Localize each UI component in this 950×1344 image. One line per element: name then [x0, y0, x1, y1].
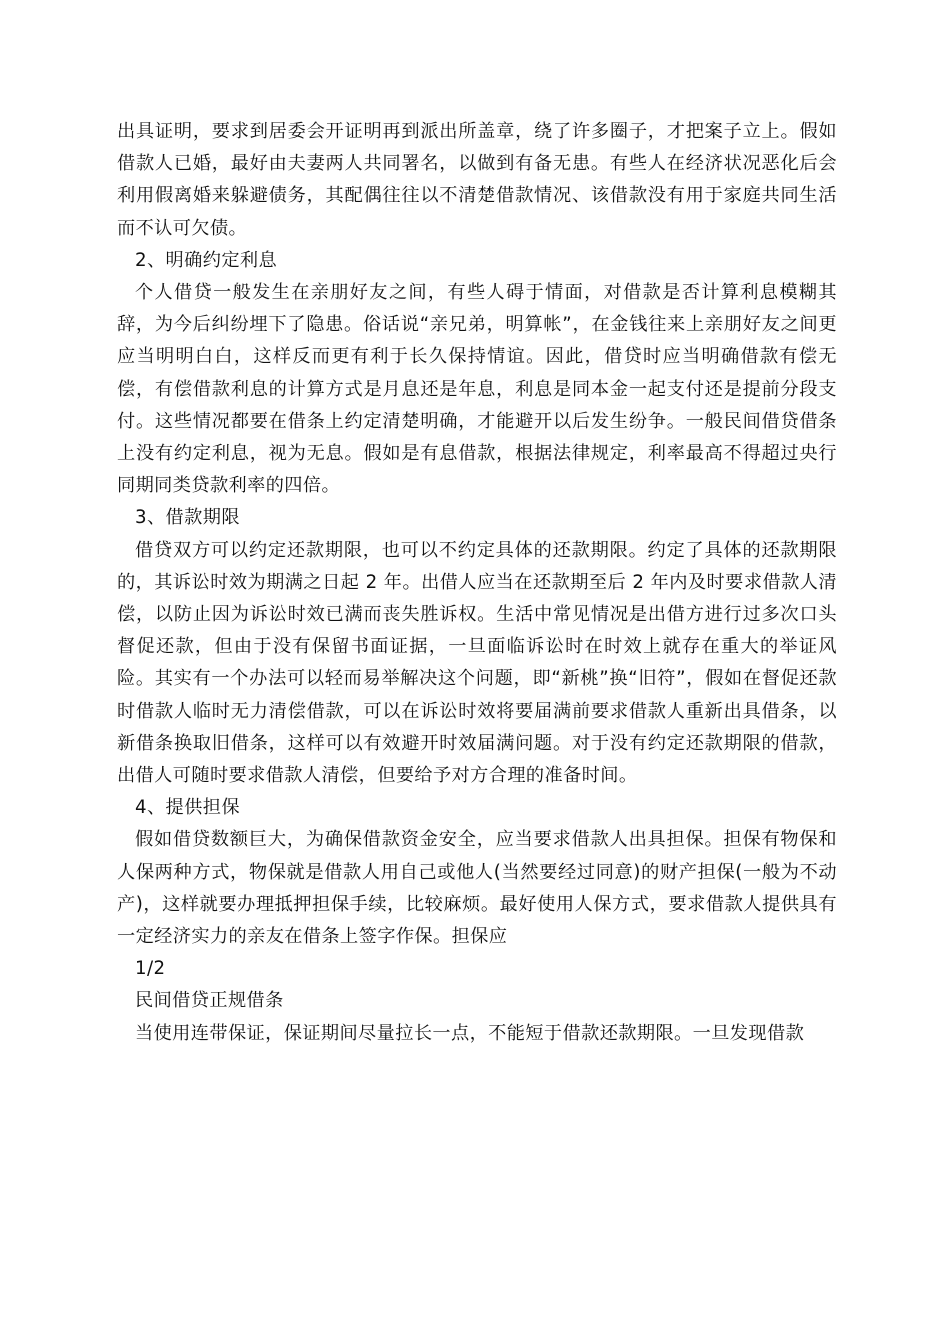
section-heading-interest: 2、明确约定利息	[135, 249, 278, 271]
document-page	[117, 116, 837, 1050]
document-title: 民间借贷正规借条	[135, 990, 284, 1012]
paragraph-guarantee: 假如借贷数额巨大，为确保借款资金安全，应当要求借款人出具担保。担保有物保和人保两种方式，物保就是借款人用自己或他人(当然要经过同意)的财产担保(一般为不动产)，这样就要办理抵押担保手续，比较麻烦。最好使用人保方式，要求借款人提供具有一定经济实力的亲友在借条上签字作保。担保应	[117, 829, 837, 948]
paragraph-continuation: 出具证明，要求到居委会开证明再到派出所盖章，绕了许多圈子，才把案子立上。假如借款人已婚，最好由夫妻两人共同署名，以做到有备无患。有些人在经济状况恶化后会利用假离婚来躲避债务，其配偶往往以不清楚借款情况、该借款没有用于家庭共同生活而不认可欠债。	[117, 121, 837, 239]
section-heading-term: 3、借款期限	[135, 507, 240, 529]
paragraph-interest: 个人借贷一般发生在亲朋好友之间，有些人碍于情面，对借款是否计算利息模糊其辞，为今后纠纷埋下了隐患。俗话说“亲兄弟，明算帐”，在金钱往来上亲朋好友之间更应当明明白白，这样反而更有利于长久保持情谊。因此，借贷时应当明确借款有偿无偿，有偿借款利息的计算方式是月息还是年息，利息是同本金一起支付还是提前分段支付。这些情况都要在借条上约定清楚明确，才能避开以后发生纷争。一般民间借贷借条上没有约定利息，视为无息。假如是有息借款，根据法律规定，利率最高不得超过央行同期同类贷款利率的四倍。	[117, 282, 837, 497]
section-heading-guarantee: 4、提供担保	[135, 797, 240, 819]
paragraph-guarantee-continued: 当使用连带保证，保证期间尽量拉长一点，不能短于借款还款期限。一旦发现借款	[135, 1022, 805, 1044]
page-number: 1/2	[135, 958, 166, 980]
paragraph-term: 借贷双方可以约定还款期限，也可以不约定具体的还款期限。约定了具体的还款期限的，其诉讼时效为期满之日起 2 年。出借人应当在还款期至后 2 年内及时要求借款人清偿，以防止因为诉讼时效已满而丧失胜诉权。生活中常见情况是出借方进行过多次口头督促还款，但由于没有保留书面证据，一旦面临诉讼时在时效上就存在重大的举证风险。其实有一个办法可以轻而易举解决这个问题，即“新桃”换“旧符”，假如在督促还款时借款人临时无力清偿借款，可以在诉讼时效将要届满前要求借款人重新出具借条，以新借条换取旧借条，这样可以有效避开时效届满问题。对于没有约定还款期限的借款，出借人可随时要求借款人清偿，但要给予对方合理的准备时间。	[117, 539, 837, 787]
